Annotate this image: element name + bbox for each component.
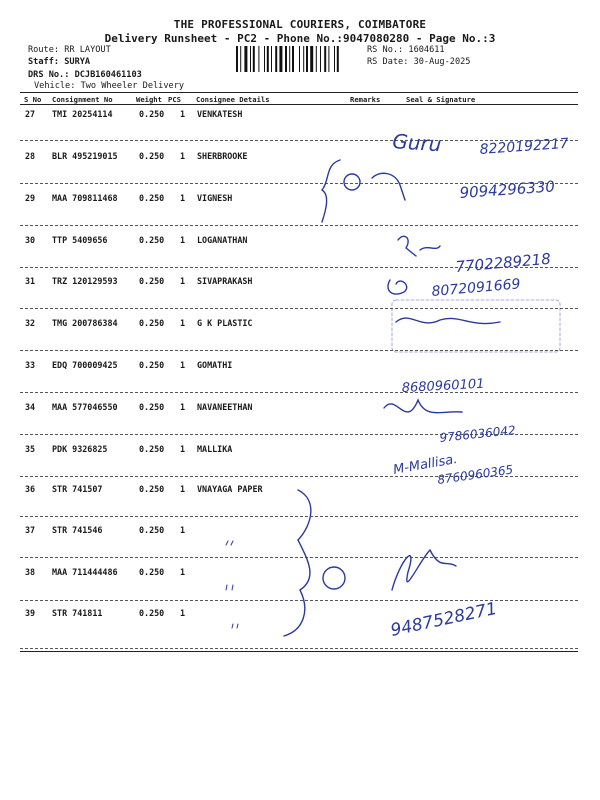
barcode <box>236 46 362 72</box>
row-separator <box>20 392 578 393</box>
rs-number: RS No.: 1604611 <box>367 45 445 55</box>
staff-label: Staff: SURYA <box>28 57 91 67</box>
route-label: Route: RR LAYOUT <box>28 45 111 55</box>
table-row: 28 BLR 495219015 0.250 1 SHERBROOKE <box>25 151 248 161</box>
footer-rule <box>20 651 578 652</box>
table-row: 32 TMG 200786384 0.250 1 G K PLASTIC <box>25 318 253 328</box>
phone-row-33: 8680960101 <box>401 376 485 396</box>
name-row-35: M-Mallisa. <box>392 451 459 478</box>
col-seal: Seal & Signature <box>406 95 476 104</box>
row-separator <box>20 140 578 141</box>
phone-row-39: 9487528271 <box>388 598 499 641</box>
table-row: 35 PDK 9326825 0.250 1 MALLIKA <box>25 444 233 454</box>
row-separator <box>20 308 578 309</box>
table-row: 38 MAA 711444486 0.250 1 <box>25 567 186 577</box>
col-pcs: PCS <box>168 95 181 104</box>
col-consignment: Consignment No <box>52 95 113 104</box>
table-row: 36 STR 741507 0.250 1 VNAYAGA PAPER <box>25 484 263 494</box>
row-separator <box>20 225 578 226</box>
runsheet-subtitle: Delivery Runsheet - PC2 - Phone No.:9047080280 - Page No.:3 <box>104 32 496 45</box>
header-top-rule <box>20 92 578 93</box>
phone-row-31: 8072091669 <box>430 276 522 300</box>
col-consignee: Consignee Details <box>196 95 270 104</box>
col-weight: Weight <box>136 95 162 104</box>
row-separator <box>20 516 578 517</box>
table-row: 33 EDQ 700009425 0.250 1 GOMATHI <box>25 360 233 370</box>
row-separator <box>20 434 578 435</box>
table-row: 27 TMI 20254114 0.250 1 VENKATESH <box>25 109 243 119</box>
table-row: 39 STR 741811 0.250 1 <box>25 608 186 618</box>
signature-row-27: Guru <box>391 129 443 157</box>
row-separator <box>20 648 578 649</box>
row-separator <box>20 350 578 351</box>
row-separator <box>20 476 578 477</box>
phone-row-27: 8220192217 <box>479 135 570 158</box>
col-sno: S No <box>24 95 42 104</box>
row-separator <box>20 267 578 268</box>
phone-row-35b: 8760960365 <box>436 462 515 487</box>
table-row: 29 MAA 709811468 0.250 1 VIGNESH <box>25 193 233 203</box>
table-row: 30 TTP 5409656 0.250 1 LOGANATHAN <box>25 235 248 245</box>
row-separator <box>20 183 578 184</box>
row-separator <box>20 557 578 558</box>
row-separator <box>20 600 578 601</box>
drs-label: DRS No.: DCJB160461103 <box>28 70 142 80</box>
col-remarks: Remarks <box>350 95 381 104</box>
header-bottom-rule <box>20 104 578 105</box>
company-title: THE PROFESSIONAL COURIERS, COIMBATORE <box>173 18 427 31</box>
phone-row-35: 9786036042 <box>438 423 517 445</box>
table-row: 37 STR 741546 0.250 1 <box>25 525 186 535</box>
phone-row-30: 7702289218 <box>454 249 552 276</box>
table-row: 34 MAA 577046550 0.250 1 NAVANEETHAN <box>25 402 253 412</box>
phone-row-29: 9094296330 <box>459 177 556 202</box>
vehicle-label: Vehicle: Two Wheeler Delivery <box>34 81 185 91</box>
rs-date: RS Date: 30-Aug-2025 <box>367 57 471 67</box>
table-row: 31 TRZ 120129593 0.250 1 SIVAPRAKASH <box>25 276 253 286</box>
